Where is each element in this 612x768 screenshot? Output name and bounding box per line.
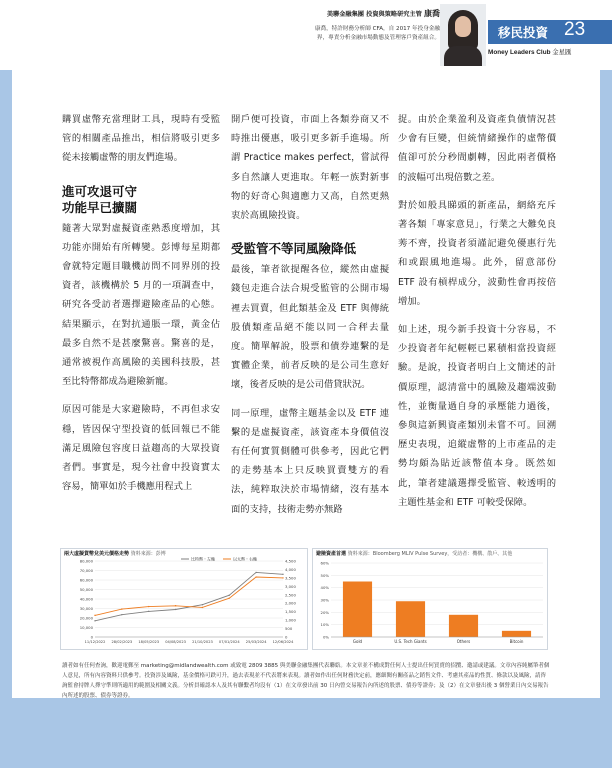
paragraph: 如上述，現今新手投資十分容易，不少投資者年紀輕輕已累積相當投資經驗。是說，投資者明白上文簡述的計價原理，認清當中的風險及趨端波動性，並衡量過自身的承壓能力過後，參與這新興資產類別未嘗不可。回溯歷史表現，追縱虛幣的上市產品的走勢均頗為貼近該幣值本身。既然如此，筆者建議選擇受監管、較透明的主題性基金和 ETF 可較受保障。 (398, 324, 556, 508)
bar (396, 601, 425, 637)
btc-point (202, 604, 203, 605)
eth-point (94, 615, 95, 616)
x-tick-label: 18/05/2023 (138, 640, 160, 644)
y-right-tick-label: 0 (285, 634, 288, 640)
paragraph: 原因可能是大家避險時，不再但求安穩，皆因保守型投資的低回報已不能滿足風險包容度日益趨高的大眾投資者們。事實是，現今社會中投資實太容易，簡單如於手機應用程式上 (62, 404, 220, 493)
paragraph: 隨著大眾對虛擬資產熟悉度增加，其功能亦開始有所轉變。彭博每星期都會就特定題目職機訪問不同界別的投資者，該機構於 5 月的一項調查中，研究各受訪者選擇避險產品的心態。結果顯示，在對抗通脹一環，黃金佔最多自然不是甚麼驚喜。驚喜的是，通常被視作高風險的美國科技股，甚至比特幣都成為避險新寵。 (62, 222, 220, 388)
y-right-tick-label: 500 (285, 626, 293, 632)
eth-point (175, 605, 176, 606)
subheading: 進可攻退可守 功能早已擴闊 (62, 183, 138, 215)
author-portrait (440, 4, 486, 66)
bar (502, 631, 531, 637)
author-block (270, 8, 440, 43)
y-tick-label: 30% (320, 597, 329, 603)
category-label: U.S. Tech Giants (394, 639, 427, 644)
y-right-tick-label: 3,000 (285, 583, 296, 589)
disclaimer-text: 讀者如有任何查詢，歡迎電郵至 marketing@midlandwealth.com 或致電 2809 3885 與美聯金融集團代表聯絡。本文章並不構成對任何人士提出任何買賣的招攬、邀請或建議。文章內容純屬筆者個人意見，所有內容資料只供參考。投資涉及風險，基金價格可跌可升，過去表現並不代表將來表現。讀者如作出任何財務決定前，應細閱有關產品之銷售文件、考慮其產品的性質、條款以及風險，請咨詢監會持牌人擇守準則所適用的範圍及相關文義。分析員確認本人及其有聯繫者均沒有（1）在文章發出前 30 日內曾交易報告內所述的股票、債券等證券；及（2）在文章發出後 3 個營業日內交易報告內所述的股票、債券等證券。 (62, 663, 550, 699)
btc-point (94, 620, 95, 621)
y-right-tick-label: 3,500 (285, 575, 296, 581)
x-tick-label: 21/10/2023 (192, 640, 213, 644)
bar (343, 582, 372, 638)
chart-title-text: 兩大虛擬貨幣兌美元價格走勢 (64, 551, 130, 557)
author-desc-line-1: 康喬，特許財務分析師 CFA，自 2017 年投身金融 (314, 26, 440, 32)
y-left-tick-label: 10,000 (79, 625, 93, 630)
category-label: Gold (352, 639, 363, 644)
btc-point (148, 611, 149, 612)
legend-label: 比特幣・左軸 (191, 556, 215, 562)
bar-chart-svg (313, 549, 549, 651)
safe-haven-chart (312, 548, 548, 650)
portrait-body (444, 46, 482, 66)
portrait-face (455, 16, 471, 37)
author-desc-line-2: 界，專責分析金融市場動態及管理客戶資產組合。 (316, 35, 440, 41)
legend-label: 以太幣・右軸 (233, 556, 257, 562)
y-tick-label: 50% (320, 572, 329, 578)
y-right-tick-label: 4,000 (285, 566, 296, 572)
club-name-en: Money Leaders Club (488, 49, 551, 56)
eth-point (229, 597, 230, 598)
btc-point (255, 572, 256, 573)
y-right-tick-label: 4,500 (285, 558, 296, 564)
x-tick-label: 12/06/2024 (272, 640, 294, 644)
btc-point (282, 574, 283, 575)
line-chart-svg (61, 549, 309, 651)
chart-title-text: 避險資產首選 (316, 551, 347, 557)
paragraph: 開戶便可投資，市面上各類券商又不時推出優惠，吸引更多新手進場。所謂 Practice makes perfect，嘗試得多自然讓人更進取。年輕一族對新事物的好奇心與適應力又高，自然更熱衷於高風險投資。 (231, 114, 389, 222)
section-tab (488, 20, 612, 44)
y-tick-label: 10% (320, 622, 329, 628)
y-right-tick-label: 1,500 (285, 609, 296, 615)
article-column-3 (398, 110, 556, 521)
x-tick-label: 28/02/2023 (111, 640, 133, 644)
x-tick-label: 25/03/2024 (245, 640, 267, 644)
eth-series-line (95, 577, 283, 615)
eth-point (282, 577, 283, 578)
eth-point (148, 606, 149, 607)
article-column-2 (231, 110, 389, 528)
section-label: 移民投資 (498, 25, 549, 40)
y-tick-label: 20% (320, 609, 329, 615)
eth-point (202, 607, 203, 608)
category-label: Bitcoin (509, 639, 524, 644)
y-right-tick-label: 1,000 (285, 617, 296, 623)
subheading: 受監管不等同風險降低 (231, 241, 357, 257)
club-name-zh: 金星匯 (552, 48, 572, 56)
paragraph: 對於如般具睇頭的新產品，網絡充斥著各類「專家意見」，行業之大難免良莠不齊，投資者須謹記避免優惠行先和或跟風地進場。此外，留意部份 ETF 設有槓桿成分，波動性會再按倍增加。 (398, 199, 556, 307)
crypto-price-chart (60, 548, 308, 650)
btc-point (175, 609, 176, 610)
y-left-tick-label: 70,000 (79, 568, 93, 573)
y-right-tick-label: 2,500 (285, 592, 296, 598)
author-desc (270, 25, 440, 43)
article-column-1 (62, 110, 220, 505)
paragraph: 最後，筆者欲提醒各位，縱然由虛擬錢包走進合法合規受監管的公開市場裡去買賣，但此類基金及 ETF 與傳統股債類產品絕不能以同一合秤去量度。簡單解說，股票和債券連繫的是實體企業，前者反映的是公司生意好壞，後者反映的是公司借貸狀況。 (231, 264, 389, 391)
x-tick-label: 04/08/2023 (165, 640, 186, 644)
y-tick-label: 40% (320, 585, 329, 591)
y-tick-label: 60% (320, 560, 329, 566)
author-name: 康喬 (424, 9, 440, 18)
y-tick-label: 0% (322, 634, 329, 640)
paragraph: 同一原理，虛幣主題基金以及 ETF 連繫的是虛擬資產，該資產本身價值沒有任何實質側體可供參考，因此它們的走勢基本上只反映買賣雙方的看法，純粹取決於市場情緒，沒有基本面的支持，技術走勢亦無路 (231, 407, 389, 515)
y-left-tick-label: 40,000 (79, 596, 93, 602)
eth-point (255, 576, 256, 577)
chart-source: 資料來源：Bloomberg MLIV Pulse Survey，受訪者：機構、散戶、其他 (347, 551, 513, 557)
y-left-tick-label: 60,000 (79, 577, 93, 583)
x-tick-label: 07/01/2024 (218, 640, 240, 644)
y-left-tick-label: 50,000 (79, 587, 93, 592)
disclaimer (62, 661, 550, 701)
y-left-tick-label: 80,000 (79, 558, 93, 564)
chart-source: 資料來源：彭博 (130, 551, 166, 557)
paragraph: 購買虛幣充當理財工具，現時有受監管的相關產品推出，相信將吸引更多從未接觸虛幣的朋友們進場。 (62, 114, 220, 164)
page-number: 23 (564, 19, 586, 40)
x-tick-label: 11/12/2022 (84, 640, 106, 644)
btc-point (121, 614, 122, 615)
y-left-tick-label: 20,000 (79, 615, 93, 621)
y-right-tick-label: 2,000 (285, 600, 296, 606)
btc-point (229, 595, 230, 596)
btc-series-line (95, 572, 283, 620)
paragraph: 捉。由於企業盈利及資產負債情況甚少會有巨變，但統情緒操作的虛幣價值卻可於分秒間劇轉，因此兩者價格的波幅可出現倍數之差。 (398, 114, 556, 183)
eth-point (121, 608, 122, 609)
club-name (488, 47, 571, 56)
y-left-tick-label: 30,000 (79, 606, 93, 611)
category-label: Others (456, 639, 471, 644)
bar (449, 615, 478, 637)
author-org: 美聯金融集團 投資與策略研究主管 (326, 11, 422, 18)
y-left-tick-label: 0 (90, 634, 93, 640)
